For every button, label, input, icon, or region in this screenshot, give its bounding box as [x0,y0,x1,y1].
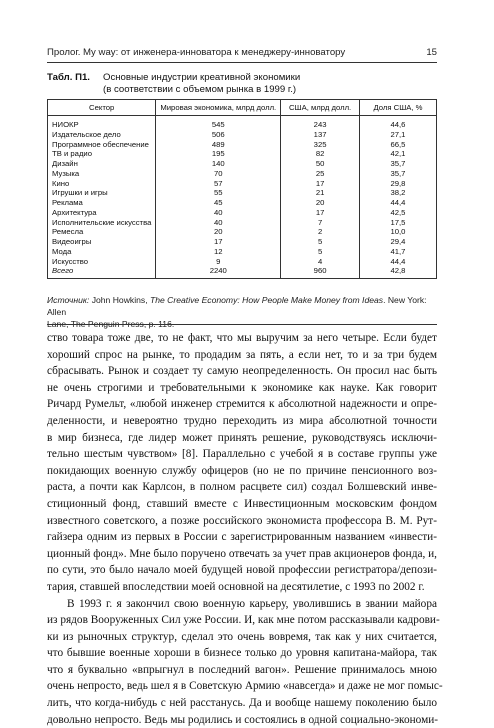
value-cell: 137 [281,130,360,140]
source-line2: Lane, The Penguin Press, p. 116. [47,319,175,329]
creative-industries-table [47,99,437,279]
value-cell: 20 [281,198,360,208]
running-header [47,45,437,61]
value-cell: 5 [281,237,360,247]
text-line: В 1993 г. я закончил свою военную карьеру, уволившись в звании майора [67,597,437,610]
source-divider [47,324,437,325]
table-row [48,149,437,159]
value-cell: 45 [156,198,281,208]
text-line: что бывшие военные хороши в бизнесе только до уровня капитана-майора, так [47,647,437,660]
table-row [48,140,437,150]
table-row [48,227,437,237]
text-line: что я буквально «впрыгнул в последний вагон». Решение принималось мною [47,663,437,676]
table-body [48,116,437,279]
value-cell: 489 [156,140,281,150]
value-cell: 42,8 [359,266,436,278]
table-row [48,179,437,189]
value-cell: 195 [156,149,281,159]
table-row [48,188,437,198]
value-cell: 25 [281,169,360,179]
value-cell: 960 [281,266,360,278]
table-row [48,237,437,247]
sector-cell: Видеоигры [48,237,156,247]
text-line: Ричард Румельт, «любой инженер стремится к абсолютной надежности и опре- [47,398,437,411]
value-cell: 40 [156,208,281,218]
value-cell: 41,7 [359,247,436,257]
column-header: Мировая экономика, млрд долл. [156,100,281,116]
body-text [47,330,443,728]
column-header: США, млрд долл. [281,100,360,116]
value-cell: 2240 [156,266,281,278]
value-cell: 325 [281,140,360,150]
value-cell: 38,2 [359,188,436,198]
value-cell: 20 [156,227,281,237]
value-cell: 243 [281,116,360,130]
value-cell: 29,4 [359,237,436,247]
source-book-title: The Creative Economy: How People Make Money from Ideas [149,295,384,305]
value-cell: 545 [156,116,281,130]
column-header: Доля США, % [359,100,436,116]
value-cell: 17 [156,237,281,247]
value-cell: 9 [156,257,281,267]
value-cell: 42,5 [359,208,436,218]
text-line: ционный фонд». Мне было поручено отвечать за учет прав акционеров фонда, и, [47,547,437,560]
value-cell: 29,8 [359,179,436,189]
text-line: по сути, это было начало моей будущей новой профессии регистратора/депози- [47,564,437,577]
value-cell: 4 [281,257,360,267]
table-title-line1: Основные индустрии креативной экономики [103,72,301,83]
value-cell: 5 [281,247,360,257]
sector-cell: Реклама [48,198,156,208]
text-line: очень непросто, ведь шел я в Советскую Армию «навсегда» и даже не мог помыс- [47,680,443,693]
running-header-title: Пролог. My way: от инженера-инноватора к менеджеру-инноватору [47,47,346,58]
table-row [48,116,437,130]
value-cell: 140 [156,159,281,169]
table-row [48,247,437,257]
table-row [48,218,437,228]
sector-cell: Архитектура [48,208,156,218]
sector-cell: НИОКР [48,116,156,130]
text-line: покидающих военную службу офицеров (но не по причине пенсионного воз- [47,464,437,477]
table-row [48,257,437,267]
text-line: раста, а почти как Карлсон, в полном расцвете сил) создал Болшевский инве- [47,481,437,494]
value-cell: 21 [281,188,360,198]
text-line: хороший спрос на рынке, то продадим за пять, а если нет, то и за три будем [47,348,437,361]
sector-cell: Кино [48,179,156,189]
text-line: из рядов Вооруженных Сил уже России. И, как мне потом рассказывали кадрови- [47,614,440,627]
column-header: Сектор [48,100,156,116]
table-row [48,130,437,140]
value-cell: 35,7 [359,159,436,169]
value-cell: 66,5 [359,140,436,150]
value-cell: 27,1 [359,130,436,140]
value-cell: 55 [156,188,281,198]
text-line: ки из рыночных структур, сделал это очень вовремя, так как у них считается, [47,630,437,643]
table-row [48,169,437,179]
text-line: ство товара тоже две, то не факт, что мы выручим за него четыре. Если будет [47,332,437,344]
sector-cell: Искусство [48,257,156,267]
value-cell: 35,7 [359,169,436,179]
text-line: в мир бизнеса, где лидер может принять решение, руководствуясь исключи- [47,431,437,444]
text-line: лить, что когда-нибудь с ней расстанусь. Да и вообще нашему поколению было [47,697,437,710]
text-line: деленности, и невероятно трудно переходить из мира абсолютной точности [47,414,437,427]
text-line: стиционный фонд, ставший вместе с Инвестиционным московским фондом [47,497,437,510]
text-line: тельно шестым чувством» [8]. Параллельно с учебой я в составе группы уже [47,448,437,461]
value-cell: 17 [281,179,360,189]
sector-cell: Игрушки и игры [48,188,156,198]
value-cell: 10,0 [359,227,436,237]
sector-cell: Всего [48,266,156,278]
table-row [48,208,437,218]
table-label: Табл. П1. [47,72,90,83]
value-cell: 17 [281,208,360,218]
text-line: тария, ставшей впоследствии моей основной на десятилетие, с 1993 по 2002 г. [47,580,425,593]
text-line: сбрасывать. Рынок и создает ту самую неопределенность. Он просил нас быть [47,365,437,378]
sector-cell: Ремесла [48,227,156,237]
table-row [48,198,437,208]
value-cell: 40 [156,218,281,228]
value-cell: 57 [156,179,281,189]
source-publisher: . New York: Allen [47,295,427,317]
page-number: 15 [426,47,437,58]
value-cell: 44,4 [359,198,436,208]
value-cell: 7 [281,218,360,228]
text-line: довольно непросто. Ведь мы родились и состоялись в одной социально-экономи- [47,713,439,726]
value-cell: 506 [156,130,281,140]
table-title-line2: (в соответствии с объемом рынка в 1999 г.) [103,84,297,95]
text-line: гайзера одним из первых в России с зарегистрированным названием «инвести- [47,531,437,544]
source-label: Источник: [47,295,90,305]
value-cell: 42,1 [359,149,436,159]
text-line: не очень строгими и требовательными к экономике как науке. Как говорит [47,381,437,394]
text-line: известного советского, а позже российского экономиста профессора В. М. Рут- [47,514,437,527]
sector-cell: Музыка [48,169,156,179]
table-header-row [48,100,437,116]
value-cell: 44,6 [359,116,436,130]
value-cell: 50 [281,159,360,169]
value-cell: 70 [156,169,281,179]
sector-cell: Издательское дело [48,130,156,140]
value-cell: 44,4 [359,257,436,267]
header-divider [47,62,437,63]
sector-cell: Исполнительские искусства [48,218,156,228]
table-row [48,159,437,169]
value-cell: 12 [156,247,281,257]
source-author: John Howkins, [91,295,148,305]
table-row [48,266,437,278]
sector-cell: Мода [48,247,156,257]
value-cell: 17,5 [359,218,436,228]
sector-cell: Программное обеспечение [48,140,156,150]
value-cell: 2 [281,227,360,237]
sector-cell: Дизайн [48,159,156,169]
value-cell: 82 [281,149,360,159]
sector-cell: ТВ и радио [48,149,156,159]
